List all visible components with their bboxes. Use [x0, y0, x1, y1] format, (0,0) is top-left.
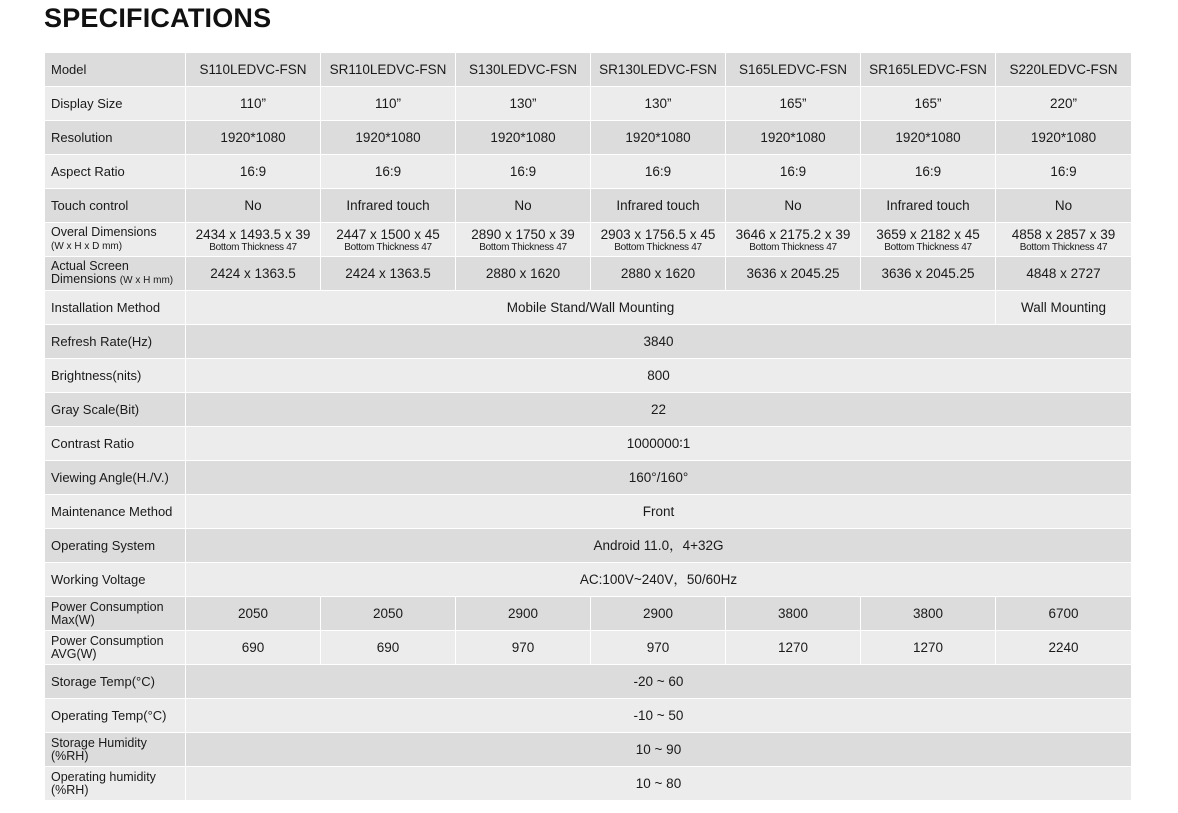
cell-value: No [186, 189, 321, 223]
dimension-value: 3659 x 2182 x 45 [876, 226, 980, 242]
cell-value: Infrared touch [861, 189, 996, 223]
model-name: S165LEDVC-FSN [726, 53, 861, 87]
cell-value: 130” [456, 87, 591, 121]
cell-value: 3636 x 2045.25 [726, 257, 861, 291]
label-text: Max(W) [51, 612, 95, 627]
cell-value: 1920*1080 [186, 121, 321, 155]
row-label: Operating System [45, 529, 186, 563]
cell-value: AC:100V~240V，50/60Hz [186, 563, 1132, 597]
dimension-value: 2447 x 1500 x 45 [336, 226, 440, 242]
dimension-value: 2903 x 1756.5 x 45 [600, 226, 716, 242]
row-label: Contrast Ratio [45, 427, 186, 461]
cell-value: 2050 [186, 597, 321, 631]
cell-value: 16:9 [186, 155, 321, 189]
label-text: Storage Humidity [51, 735, 147, 750]
row-label: Maintenance Method [45, 495, 186, 529]
row-viewing-angle [45, 461, 1132, 495]
bottom-thickness-note: Bottom Thickness 47 [749, 241, 837, 253]
model-name: S130LEDVC-FSN [456, 53, 591, 87]
row-power-max [45, 597, 1132, 631]
cell-value: 970 [456, 631, 591, 665]
row-brightness [45, 359, 1132, 393]
model-name: SR165LEDVC-FSN [861, 53, 996, 87]
row-label [45, 223, 186, 257]
row-touch-control [45, 189, 1132, 223]
cell-value: 16:9 [591, 155, 726, 189]
model-name: SR110LEDVC-FSN [321, 53, 456, 87]
cell-value [996, 223, 1132, 257]
cell-value: 4848 x 2727 [996, 257, 1132, 291]
row-working-voltage [45, 563, 1132, 597]
cell-value: -20 ~ 60 [186, 665, 1132, 699]
cell-value: 16:9 [321, 155, 456, 189]
row-label [45, 257, 186, 291]
cell-value: 690 [321, 631, 456, 665]
row-contrast-ratio [45, 427, 1132, 461]
model-name: S110LEDVC-FSN [186, 53, 321, 87]
cell-value: No [456, 189, 591, 223]
label-text: Power Consumption [51, 633, 164, 648]
row-operating-humidity [45, 767, 1132, 801]
cell-value: 3800 [861, 597, 996, 631]
row-label: Touch control [45, 189, 186, 223]
cell-value: No [726, 189, 861, 223]
label-text: Overal Dimensions [51, 225, 157, 239]
cell-value: 160°/160° [186, 461, 1132, 495]
row-resolution [45, 121, 1132, 155]
row-installation-method [45, 291, 1132, 325]
dimension-value: 4858 x 2857 x 39 [1011, 226, 1116, 242]
row-label [45, 597, 186, 631]
label-text: AVG(W) [51, 646, 97, 661]
cell-value: 16:9 [726, 155, 861, 189]
row-label: Refresh Rate(Hz) [45, 325, 186, 359]
model-name: SR130LEDVC-FSN [591, 53, 726, 87]
row-label: Viewing Angle(H./V.) [45, 461, 186, 495]
row-label: Brightness(nits) [45, 359, 186, 393]
row-aspect-ratio [45, 155, 1132, 189]
label-unit: (W x H x D mm) [51, 241, 123, 252]
cell-value: 2050 [321, 597, 456, 631]
label-text: Dimensions [51, 272, 117, 286]
row-actual-screen-dimensions [45, 257, 1132, 291]
cell-value: Infrared touch [591, 189, 726, 223]
cell-value: 1920*1080 [321, 121, 456, 155]
bottom-thickness-note: Bottom Thickness 47 [1019, 241, 1108, 253]
row-label: Operating Temp(°C) [45, 699, 186, 733]
cell-value: 165” [726, 87, 861, 121]
cell-value: 1270 [726, 631, 861, 665]
specifications-table [44, 52, 1132, 801]
cell-value: 16:9 [456, 155, 591, 189]
cell-value: -10 ~ 50 [186, 699, 1132, 733]
cell-value: 3800 [726, 597, 861, 631]
label-text: Operating humidity [51, 769, 156, 784]
dimension-value: 3646 x 2175.2 x 39 [735, 226, 851, 242]
label-text: (%RH) [51, 782, 89, 797]
row-storage-humidity [45, 733, 1132, 767]
cell-value: 2900 [456, 597, 591, 631]
row-refresh-rate [45, 325, 1132, 359]
cell-value: 970 [591, 631, 726, 665]
cell-value [186, 223, 321, 257]
cell-value: 2240 [996, 631, 1132, 665]
cell-value: 2424 x 1363.5 [186, 257, 321, 291]
cell-value: 10 ~ 80 [186, 767, 1132, 801]
cell-value: 1000000∶1 [186, 427, 1132, 461]
row-operating-temp [45, 699, 1132, 733]
cell-value [321, 223, 456, 257]
cell-value: 2900 [591, 597, 726, 631]
row-power-avg [45, 631, 1132, 665]
cell-value: 1920*1080 [726, 121, 861, 155]
row-label [45, 733, 186, 767]
row-label: Gray Scale(Bit) [45, 393, 186, 427]
label-text: (%RH) [51, 748, 89, 763]
cell-value [456, 223, 591, 257]
model-name: S220LEDVC-FSN [996, 53, 1132, 87]
cell-value: Front [186, 495, 1132, 529]
cell-value: 2880 x 1620 [591, 257, 726, 291]
label-text: Actual Screen [51, 259, 129, 273]
row-label [45, 767, 186, 801]
cell-value [591, 223, 726, 257]
cell-value: 130” [591, 87, 726, 121]
cell-value: 3840 [186, 325, 1132, 359]
cell-value: Wall Mounting [996, 291, 1132, 325]
row-label: Installation Method [45, 291, 186, 325]
bottom-thickness-note: Bottom Thickness 47 [614, 241, 702, 253]
dimension-value: 2434 x 1493.5 x 39 [195, 226, 311, 242]
row-overall-dimensions [45, 223, 1132, 257]
row-label: Model [45, 53, 186, 87]
row-display-size [45, 87, 1132, 121]
cell-value: 690 [186, 631, 321, 665]
cell-value: 6700 [996, 597, 1132, 631]
cell-value: Android 11.0，4+32G [186, 529, 1132, 563]
cell-value: 1270 [861, 631, 996, 665]
cell-value: 22 [186, 393, 1132, 427]
bottom-thickness-note: Bottom Thickness 47 [209, 241, 297, 253]
cell-value: Mobile Stand/Wall Mounting [186, 291, 996, 325]
row-model [45, 53, 1132, 87]
cell-value: 16:9 [861, 155, 996, 189]
cell-value: 220” [996, 87, 1132, 121]
bottom-thickness-note: Bottom Thickness 47 [479, 241, 567, 253]
row-label: Aspect Ratio [45, 155, 186, 189]
row-label: Resolution [45, 121, 186, 155]
cell-value: 110” [321, 87, 456, 121]
cell-value: 165” [861, 87, 996, 121]
row-label: Working Voltage [45, 563, 186, 597]
cell-value [861, 223, 996, 257]
row-label [45, 631, 186, 665]
cell-value: 2880 x 1620 [456, 257, 591, 291]
cell-value: 110” [186, 87, 321, 121]
page-title: SPECIFICATIONS [44, 3, 272, 33]
row-operating-system [45, 529, 1132, 563]
row-label: Storage Temp(°C) [45, 665, 186, 699]
row-maintenance-method [45, 495, 1132, 529]
cell-value: Infrared touch [321, 189, 456, 223]
cell-value: 10 ~ 90 [186, 733, 1132, 767]
cell-value: 1920*1080 [861, 121, 996, 155]
row-label: Display Size [45, 87, 186, 121]
bottom-thickness-note: Bottom Thickness 47 [884, 241, 972, 253]
label-text: Power Consumption [51, 599, 164, 614]
row-storage-temp [45, 665, 1132, 699]
dimension-value: 2890 x 1750 x 39 [471, 226, 575, 242]
cell-value [726, 223, 861, 257]
cell-value: 3636 x 2045.25 [861, 257, 996, 291]
bottom-thickness-note: Bottom Thickness 47 [344, 241, 432, 253]
label-unit: (W x H mm) [119, 275, 174, 286]
cell-value: 2424 x 1363.5 [321, 257, 456, 291]
row-gray-scale [45, 393, 1132, 427]
cell-value: 800 [186, 359, 1132, 393]
cell-value: 1920*1080 [996, 121, 1132, 155]
cell-value: 16:9 [996, 155, 1132, 189]
cell-value: No [996, 189, 1132, 223]
cell-value: 1920*1080 [456, 121, 591, 155]
cell-value: 1920*1080 [591, 121, 726, 155]
